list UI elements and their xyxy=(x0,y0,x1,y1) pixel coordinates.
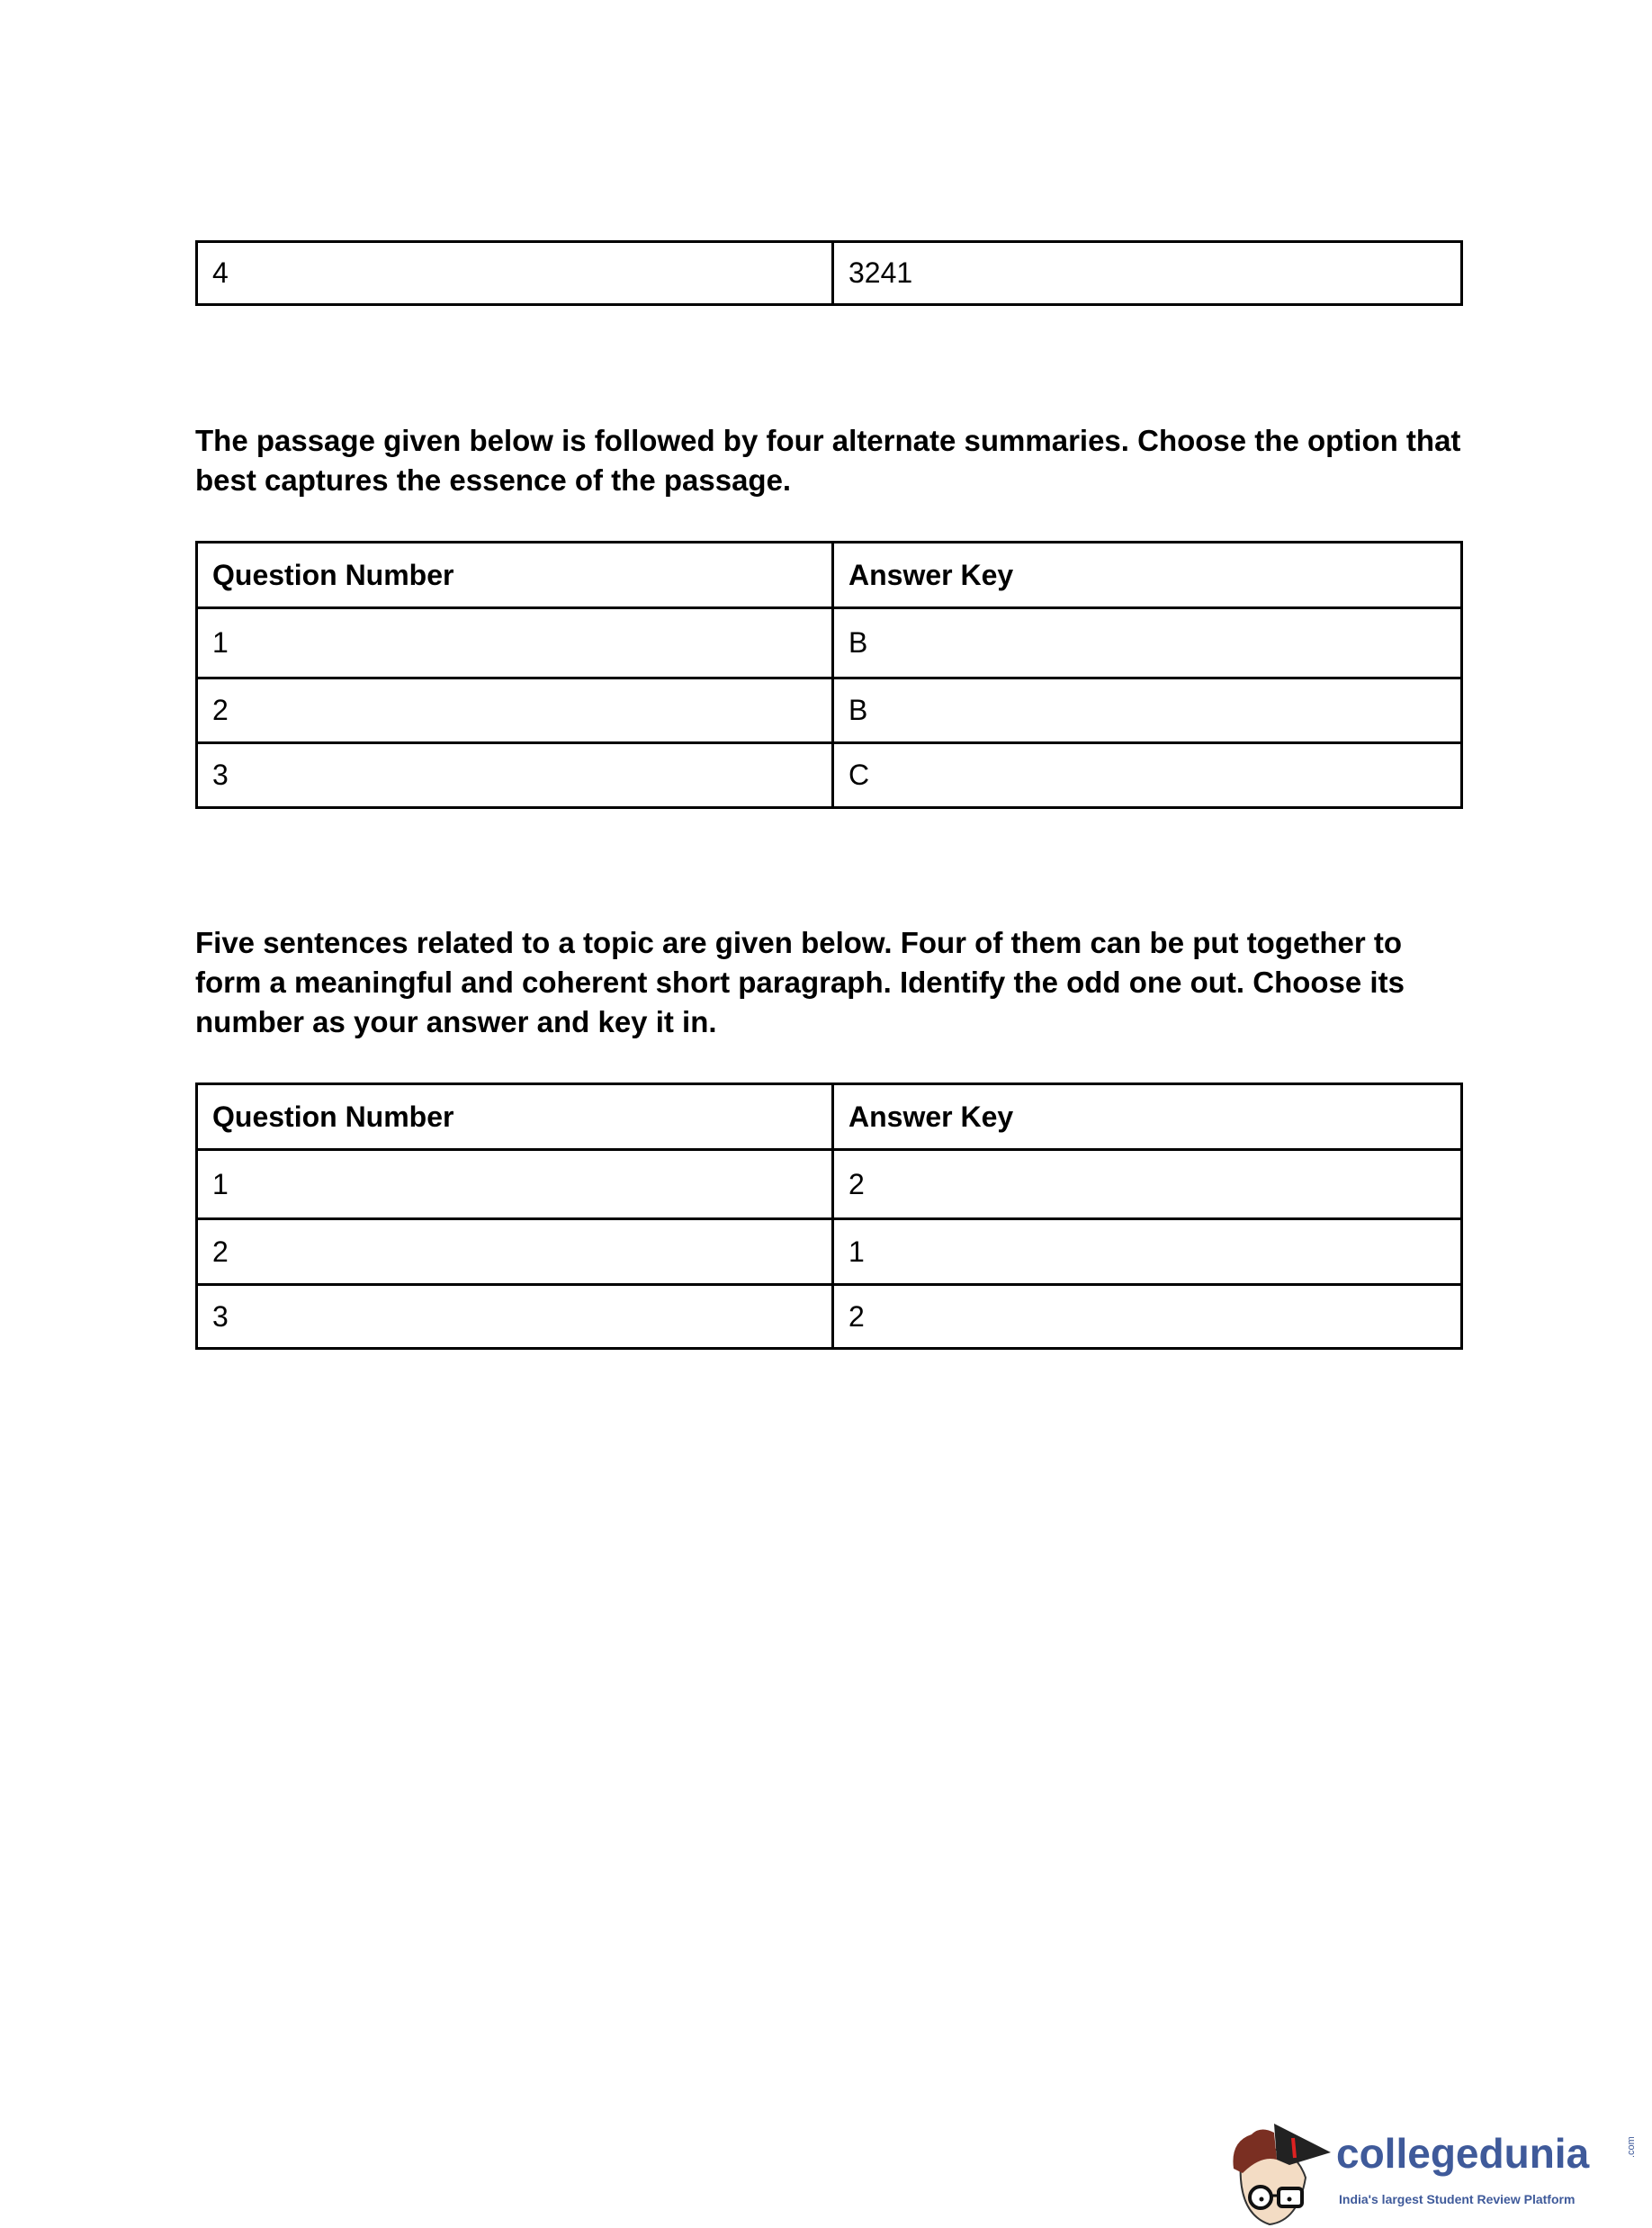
answer-key-cell: B xyxy=(833,608,1462,678)
table-row xyxy=(197,743,1462,808)
table-header-row xyxy=(197,1084,1462,1150)
table-row xyxy=(197,1219,1462,1285)
answer-key-cell: B xyxy=(833,678,1462,743)
table-row xyxy=(197,1150,1462,1219)
header-answer-key: Answer Key xyxy=(833,1084,1462,1150)
answer-key-cell: C xyxy=(833,743,1462,808)
logo-wordmark: collegedunia xyxy=(1336,2130,1590,2177)
student-mascot-icon xyxy=(1225,2106,1337,2228)
question-number-cell: 1 xyxy=(197,1150,833,1219)
answer-key-cell: 2 xyxy=(833,1285,1462,1349)
question-number-cell: 2 xyxy=(197,1219,833,1285)
question-number-cell: 3 xyxy=(197,1285,833,1349)
answer-key-cell: 1 xyxy=(833,1219,1462,1285)
answer-key-cell: 2 xyxy=(833,1150,1462,1219)
question-number-cell: 3 xyxy=(197,743,833,808)
logo-tagline: India's largest Student Review Platform xyxy=(1339,2192,1576,2206)
table-row xyxy=(197,608,1462,678)
table-header-row xyxy=(197,543,1462,608)
header-question-number: Question Number xyxy=(197,543,833,608)
section1-prompt: The passage given below is followed by four alternate summaries. Choose the option that best captures the essence of the passage. xyxy=(195,424,1461,497)
answer-key-cell: 3241 xyxy=(833,242,1462,305)
table-row xyxy=(197,242,1462,305)
table-row xyxy=(197,678,1462,743)
section1-answer-table xyxy=(195,541,1463,809)
logo-domain-suffix: .com xyxy=(1626,2136,1637,2158)
question-number-cell: 2 xyxy=(197,678,833,743)
table-row xyxy=(197,1285,1462,1349)
section2-prompt: Five sentences related to a topic are given below. Four of them can be put together to form a meaningful and coherent short paragraph. Identify the odd one out. Choose its number as your answer and key it in. xyxy=(195,926,1405,1038)
header-answer-key: Answer Key xyxy=(833,543,1462,608)
answer-table-continued xyxy=(195,240,1463,306)
collegedunia-logo xyxy=(1225,2106,1648,2228)
header-question-number: Question Number xyxy=(197,1084,833,1150)
question-number-cell: 1 xyxy=(197,608,833,678)
section2-answer-table xyxy=(195,1083,1463,1350)
question-number-cell: 4 xyxy=(197,242,833,305)
